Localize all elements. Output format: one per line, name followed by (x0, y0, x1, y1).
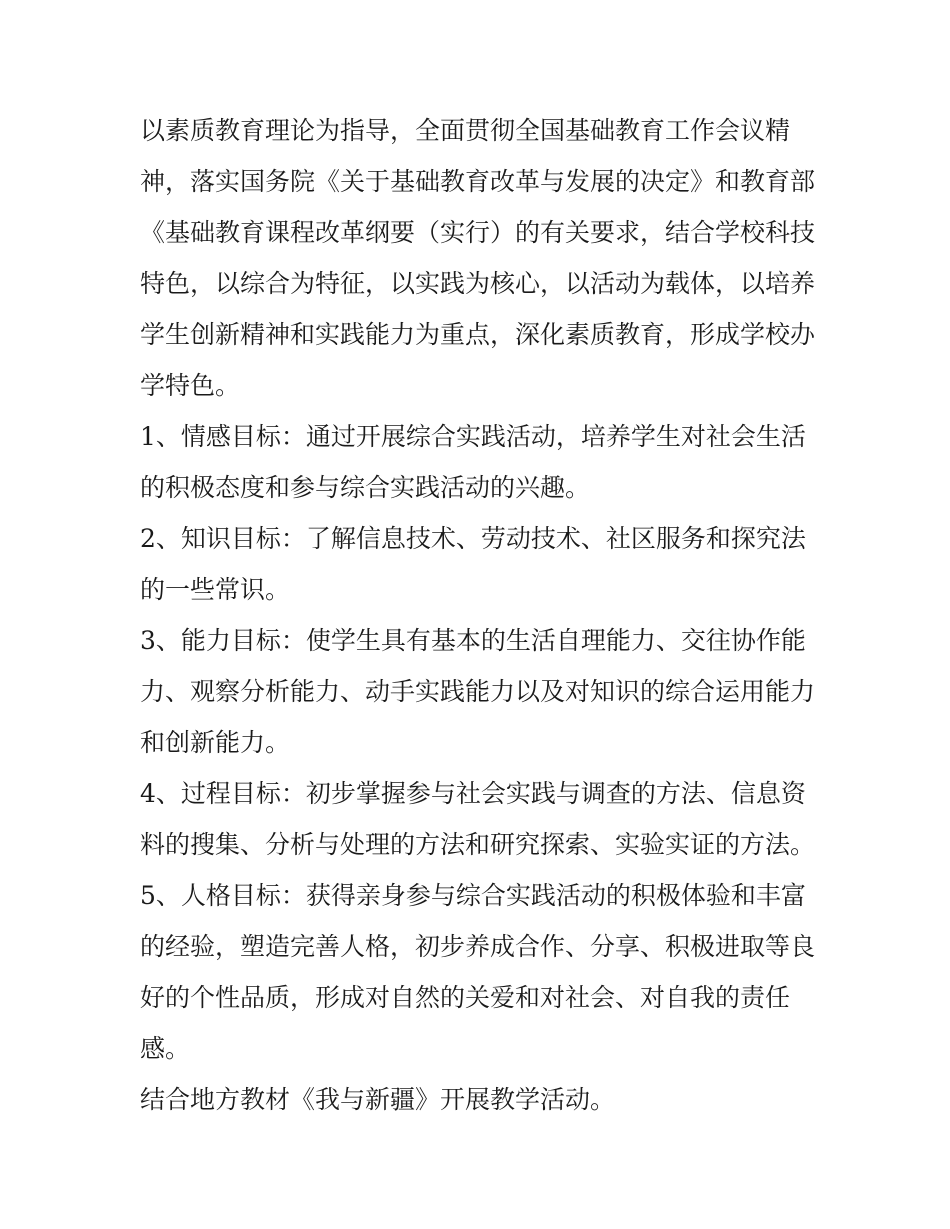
paragraph-personality-goal: 5、人格目标：获得亲身参与综合实践活动的积极体验和丰富的经验，塑造完善人格，初步养成合作、分享、积极进取等良好的个性品质，形成对自然的关爱和对社会、对自我的责任感。 (140, 881, 816, 1063)
paragraph-emotion-goal: 1、情感目标：通过开展综合实践活动，培养学生对社会生活的积极态度和参与综合实践活动的兴趣。 (140, 422, 806, 502)
paragraph-process-goal: 4、过程目标：初步掌握参与社会实践与调查的方法、信息资料的搜集、分析与处理的方法和研究探索、实验实证的方法。 (140, 779, 816, 859)
document-body (140, 105, 820, 1125)
paragraph-local-textbook: 结合地方教材《我与新疆》开展教学活动。 (140, 1085, 616, 1114)
paragraph-knowledge-goal: 2、知识目标：了解信息技术、劳动技术、社区服务和探究法的一些常识。 (140, 524, 806, 604)
paragraph-guiding-principle: 以素质教育理论为指导，全面贯彻全国基础教育工作会议精神，落实国务院《关于基础教育改革与发展的决定》和教育部《基础教育课程改革纲要（实行）的有关要求，结合学校科技特色，以综合为特征，以实践为核心，以活动为载体，以培养学生创新精神和实践能力为重点，深化素质教育，形成学校办学特色。 (140, 116, 816, 400)
paragraph-ability-goal: 3、能力目标：使学生具有基本的生活自理能力、交往协作能力、观察分析能力、动手实践能力以及对知识的综合运用能力和创新能力。 (140, 626, 816, 757)
